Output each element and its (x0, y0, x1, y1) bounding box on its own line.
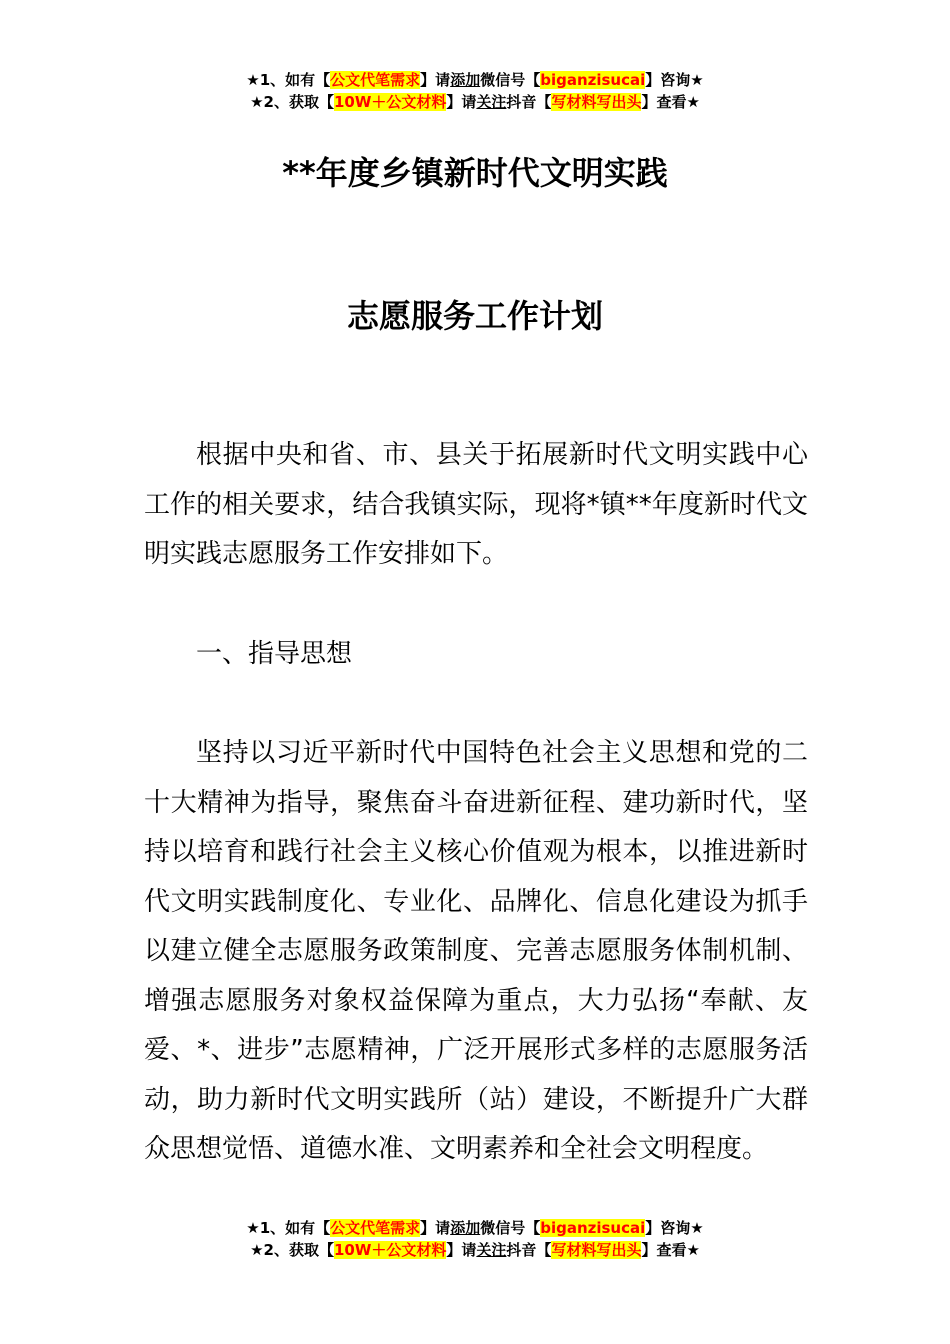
banner-text: 】咨询★ (645, 1219, 704, 1237)
document-title-line-1: **年度乡镇新时代文明实践 (282, 154, 668, 192)
banner-highlight: 公文代笔需求 (330, 1219, 421, 1237)
banner-text: 】请 (420, 71, 451, 89)
section-heading-text: 一、指导思想 (196, 639, 353, 669)
banner-line-2 (0, 91, 950, 113)
banner-text: 】查看★ (641, 1241, 700, 1259)
banner-underlined: 关注 (476, 93, 507, 111)
footer-banner (0, 1217, 950, 1261)
banner-line-1 (0, 69, 950, 91)
body-text: 坚持以习近平新时代中国特色社会主义思想和党的二十大精神为指导，聚焦奋斗奋进新征程、建功新时代，坚持以培育和践行社会主义核心价值观为根本，以推进新时代文明实践制度化、专业化、品牌化、信息化建设为抓手以建立健全志愿服务政策制度、完善志愿服务体制机制、增强志愿服务对象权益保障为重点，大力弘扬“奉献、友爱、*、进步”志愿精神，广泛开展形式多样的志愿服务活动，助力新时代文明实践所（站）建设，不断提升广大群众思想觉悟、道德水准、文明素养和全社会文明程度。 (144, 738, 808, 1164)
banner-text: 抖音【 (506, 93, 552, 111)
banner-wechat-id: biganzisucai (540, 1219, 646, 1237)
banner-text: 微信号【 (480, 1219, 541, 1237)
banner-highlight: 公文代笔需求 (330, 71, 421, 89)
banner-text: 抖音【 (506, 1241, 552, 1259)
intro-paragraph (144, 431, 808, 580)
banner-text: ★1、如有【 (246, 71, 331, 89)
banner-text: 】请 (446, 1241, 477, 1259)
header-banner (0, 69, 950, 113)
intro-text: 根据中央和省、市、县关于拓展新时代文明实践中心工作的相关要求，结合我镇实际，现将*镇**年度新时代文明实践志愿服务工作安排如下。 (144, 440, 808, 569)
banner-douyin-id: 写材料写出头 (551, 1241, 642, 1259)
banner-underlined: 添加 (450, 1219, 481, 1237)
banner-highlight: 10W＋公文材料 (333, 1241, 447, 1259)
banner-wechat-id: biganzisucai (540, 71, 646, 89)
document-title-line-2: 志愿服务工作计划 (346, 297, 603, 335)
banner-text: 】请 (446, 93, 477, 111)
banner-underlined: 关注 (476, 1241, 507, 1259)
banner-text: 】请 (420, 1219, 451, 1237)
banner-line-1 (0, 1217, 950, 1239)
banner-text: 】查看★ (641, 93, 700, 111)
banner-text: ★1、如有【 (246, 1219, 331, 1237)
banner-highlight: 10W＋公文材料 (333, 93, 447, 111)
banner-text: ★2、获取【 (250, 93, 334, 111)
banner-text: 微信号【 (480, 71, 541, 89)
banner-text: ★2、获取【 (250, 1241, 334, 1259)
body-paragraph (144, 729, 808, 1175)
banner-underlined: 添加 (450, 71, 481, 89)
banner-text: 】咨询★ (645, 71, 704, 89)
banner-douyin-id: 写材料写出头 (551, 93, 642, 111)
section-heading-1 (144, 630, 808, 680)
banner-line-2 (0, 1239, 950, 1261)
